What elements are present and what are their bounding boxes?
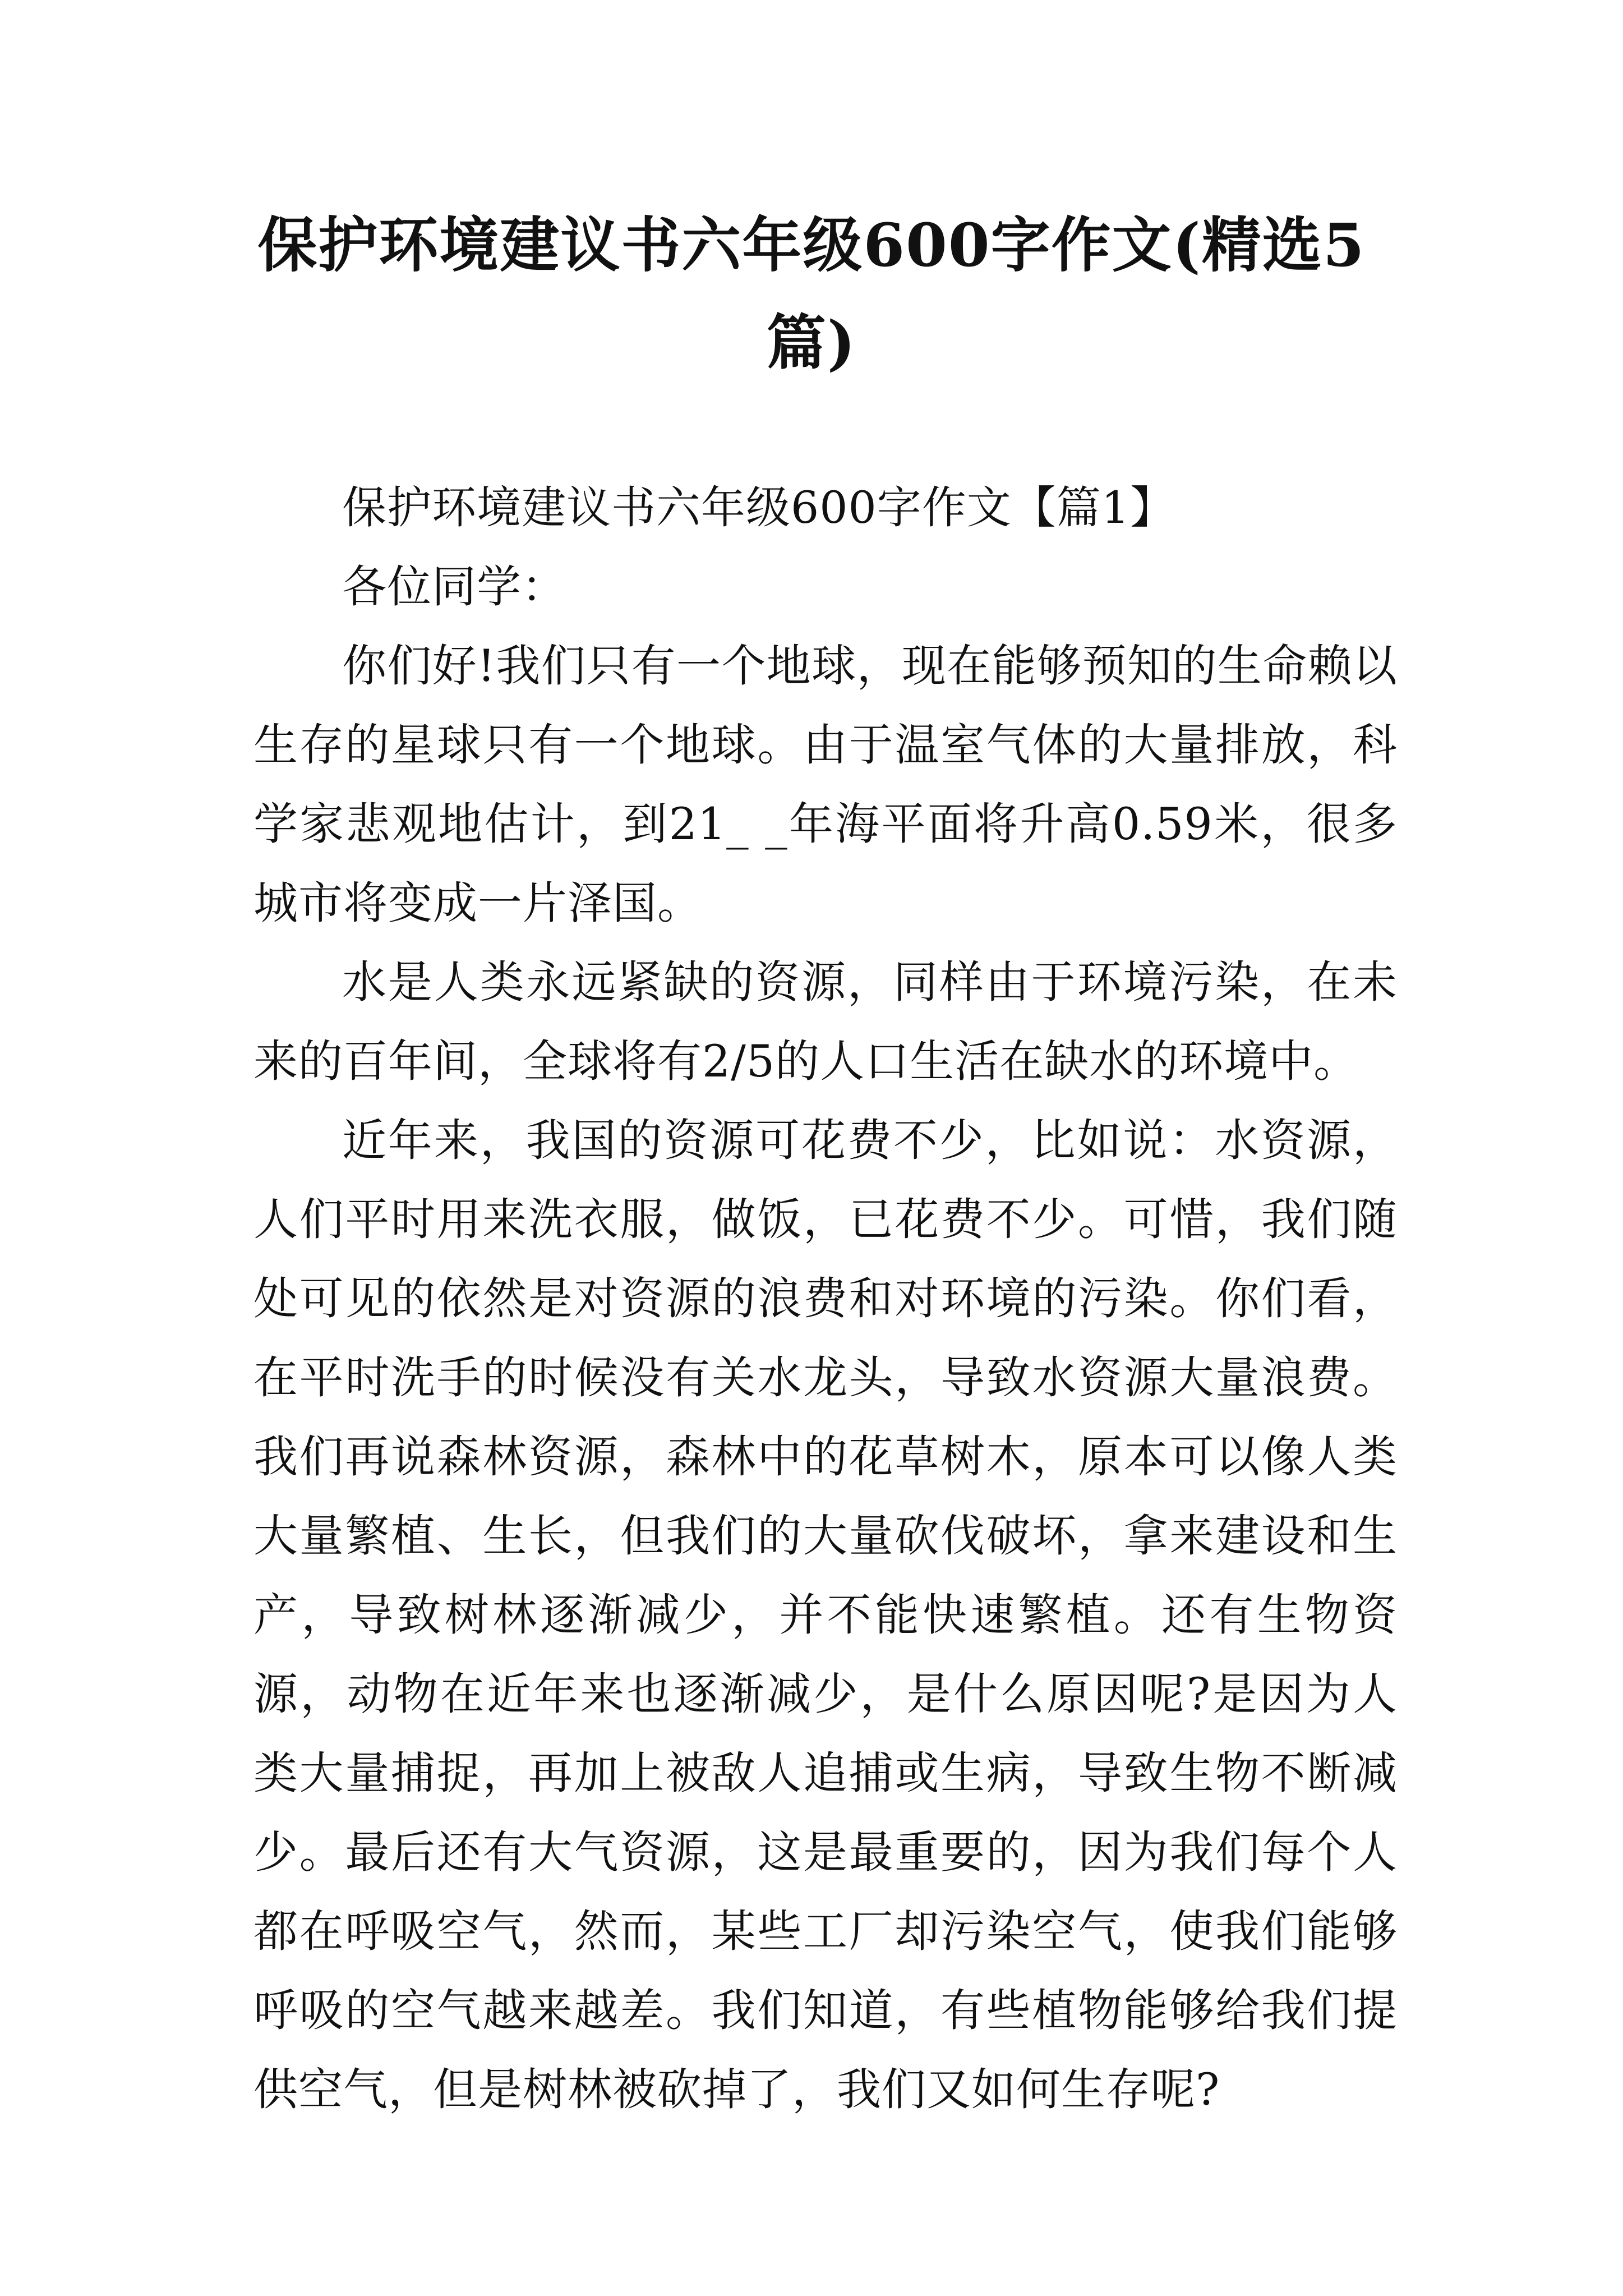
paragraph-3: 近年来，我国的资源可花费不少，比如说：水资源，人们平时用来洗衣服，做饭，已花费不少。可惜，我们随处可见的依然是对资源的浪费和对环境的污染。你们看，在平时洗手的时候没有关水龙头，导致水资源大量浪费。我们再说森林资源，森林中的花草树木，原本可以像人类大量繁植、生长，但我们的大量砍伐破坏，拿来建设和生产，导致树林逐渐减少，并不能快速繁植。还有生物资源，动物在近年来也逐渐减少，是什么原因呢?是因为人类大量捕捉，再加上被敌人追捕或生病，导致生物不断减少。最后还有大气资源，这是最重要的，因为我们每个人都在呼吸空气，然而，某些工厂却污染空气，使我们能够呼吸的空气越来越差。我们知道，有些植物能够给我们提供空气，但是树林被砍掉了，我们又如何生存呢?: [253, 1115, 1398, 2115]
section-heading: 保护环境建议书六年级600字作文【篇1】: [342, 482, 1175, 533]
salutation: 各位同学：: [342, 561, 566, 613]
paragraph-1: 你们好!我们只有一个地球，现在能够预知的生命赖以生存的星球只有一个地球。由于温室气体的大量排放，科学家悲观地估计，到21_ _年海平面将升高0.59米，很多城市将变成一片泽国。: [253, 640, 1398, 929]
paragraph-2: 水是人类永远紧缺的资源，同样由于环境污染，在未来的百年间，全球将有2/5的人口生活在缺水的环境中。: [253, 956, 1398, 1087]
document-body: [253, 468, 1398, 2129]
document-title: 保护环境建议书六年级600字作文(精选5篇): [257, 210, 1366, 378]
